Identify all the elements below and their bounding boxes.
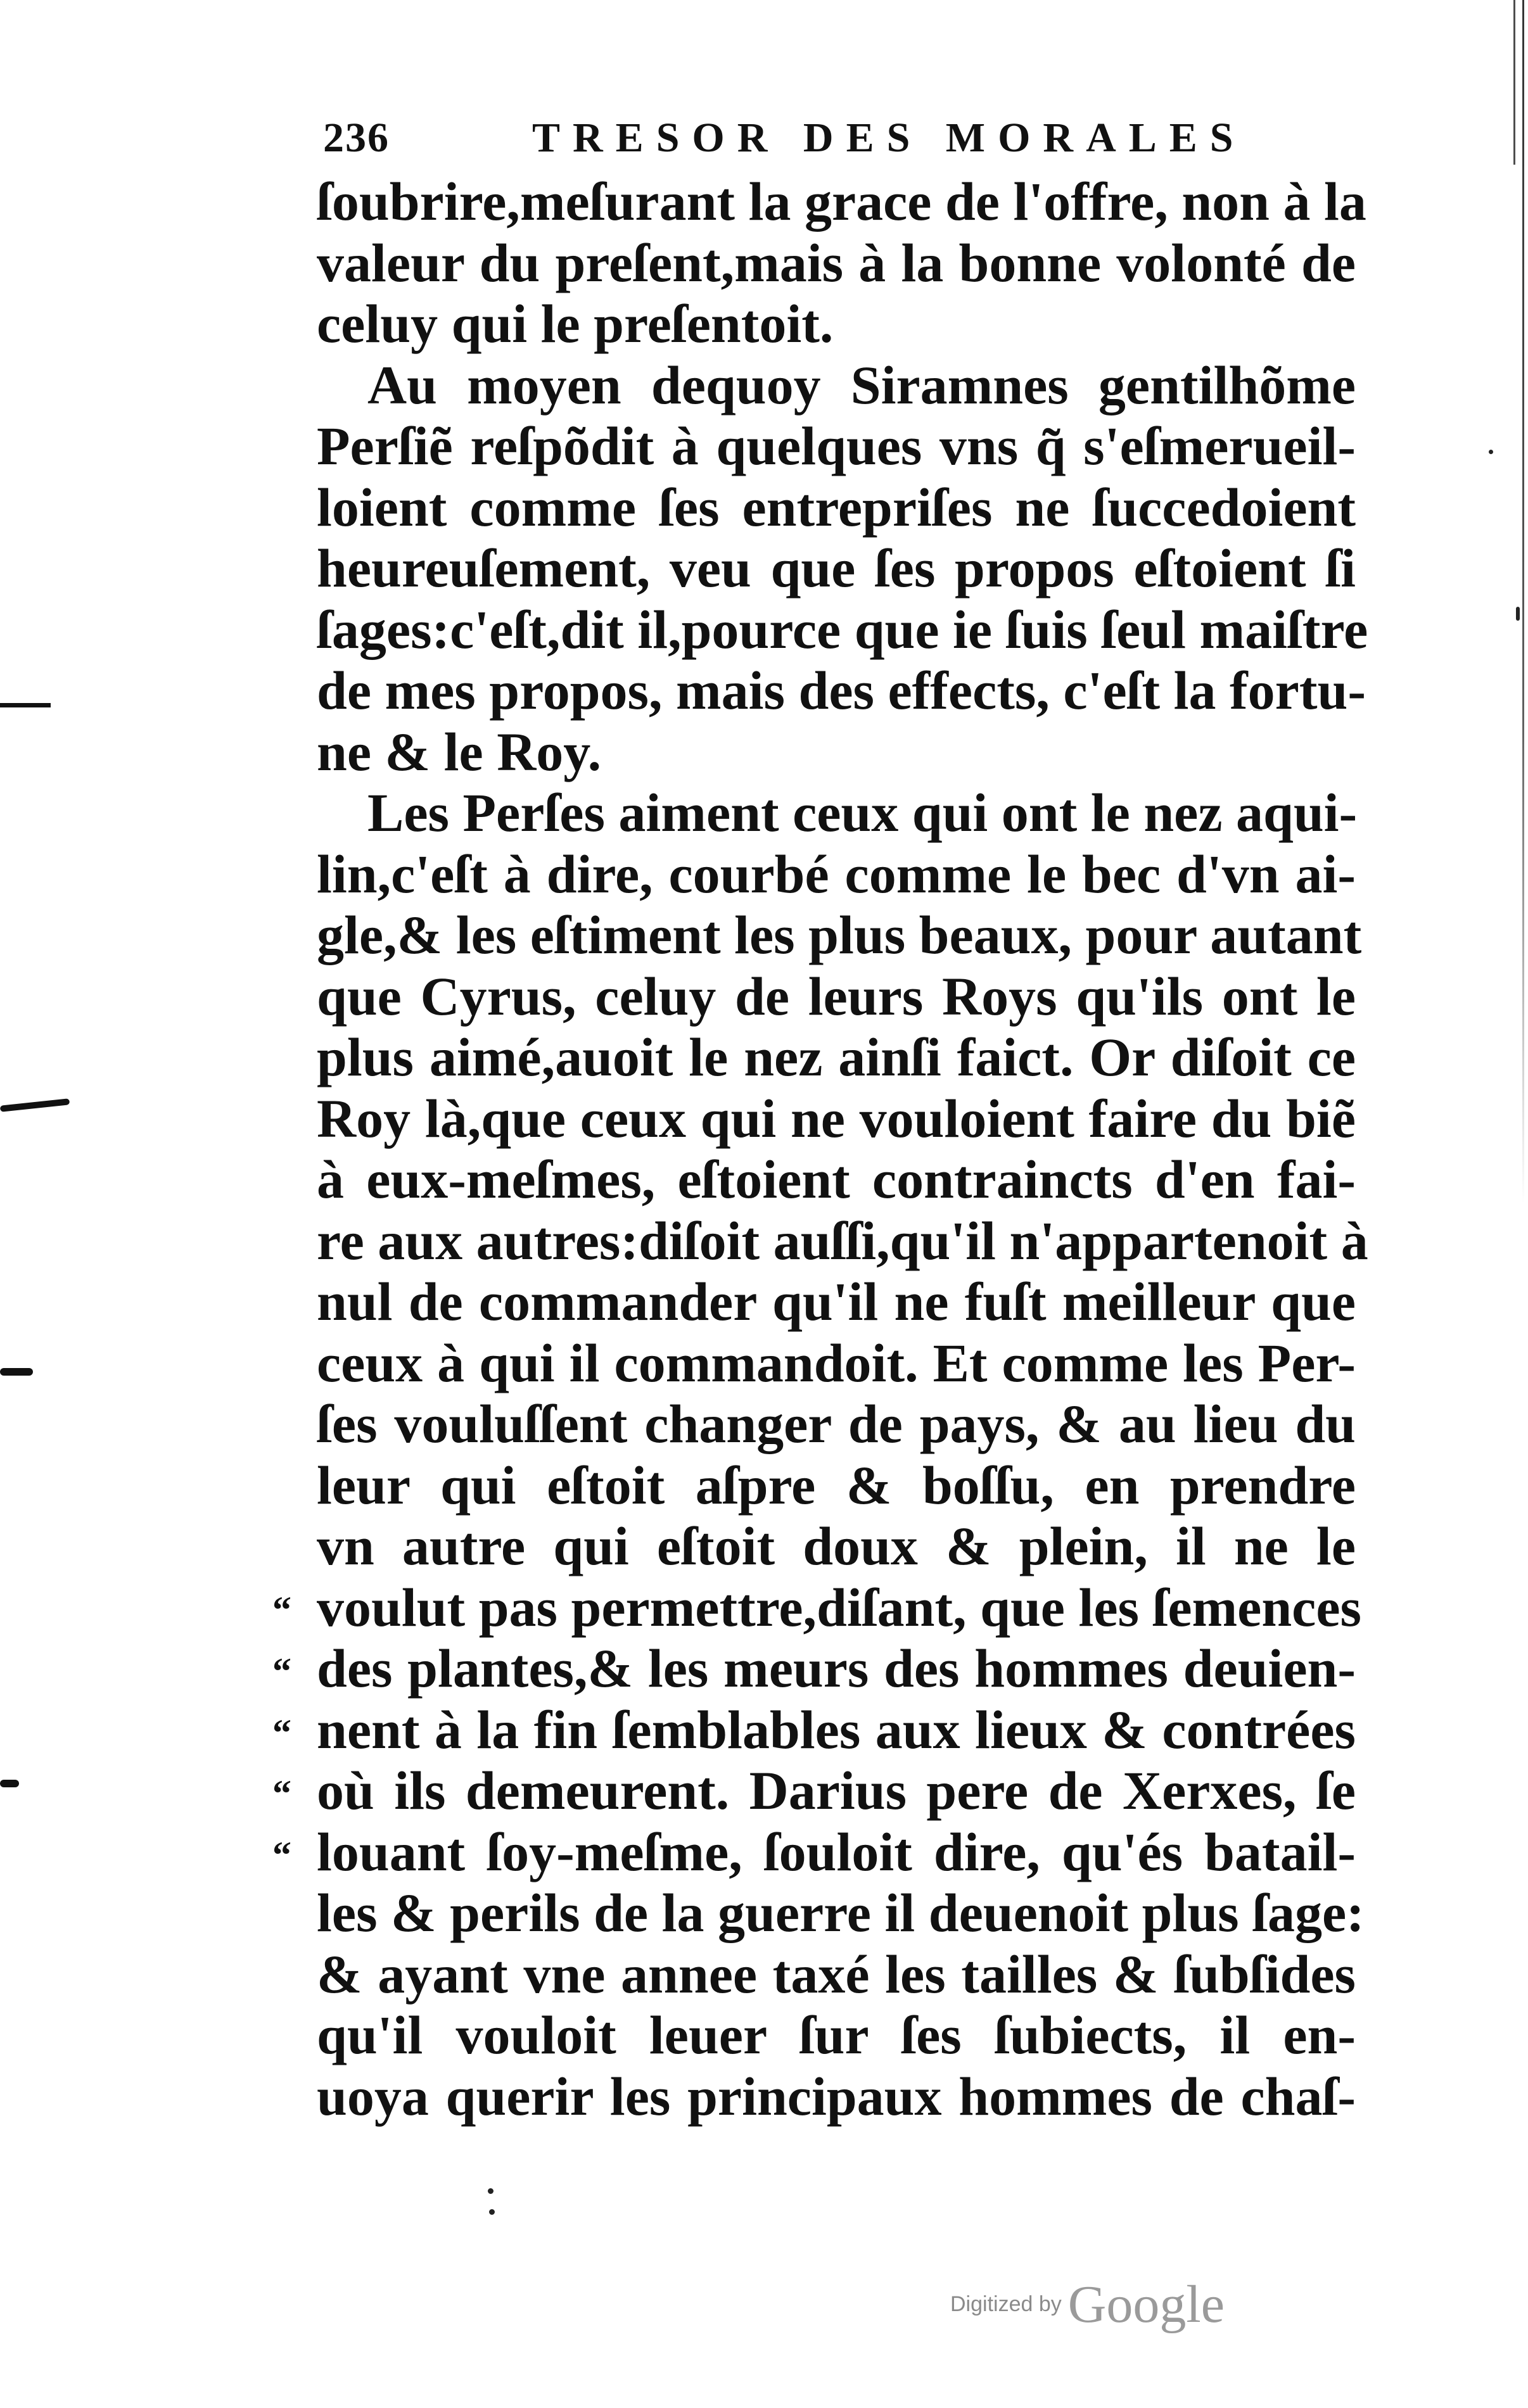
text-line: ſoubrire,meſurant la grace de l'offre, non à la xyxy=(317,171,1366,232)
margin-dash-mark xyxy=(0,703,51,707)
text-line: nent à la fin ſemblables aux lieux & contrées xyxy=(317,1699,1356,1760)
text-line: Perſiẽ reſpõdit à quelques vns q̃ s'eſmerueil- xyxy=(317,415,1356,476)
text-line: heureuſement, veu que ſes propos eſtoient ſi xyxy=(317,538,1356,599)
text-line: ceux à qui il commandoit. Et comme les Per- xyxy=(317,1332,1356,1393)
quotation-marginal-mark: “ xyxy=(272,1834,291,1876)
quotation-marginal-mark: “ xyxy=(272,1589,291,1631)
digitized-by-google-watermark xyxy=(950,2274,1280,2343)
text-line: ſages:c'eſt,dit il,pource que ie ſuis ſeul maiſtre xyxy=(317,599,1368,660)
text-line: où ils demeurent. Darius pere de Xerxes, ſe xyxy=(317,1760,1356,1821)
text-line: uoya querir les principaux hommes de chaſ- xyxy=(317,2065,1356,2127)
text-line: Roy là,que ceux qui ne vouloient faire du biẽ xyxy=(317,1087,1356,1149)
digitized-by-label: Digitized by xyxy=(950,2292,1062,2316)
text-line: qu'il vouloit leuer ſur ſes ſubiects, il en- xyxy=(317,2005,1356,2065)
text-line: plus aimé,auoit le nez ainſi faict. Or diſoit ce xyxy=(317,1027,1356,1087)
text-line: louant ſoy-meſme, ſouloit dire, qu'és batail- xyxy=(317,1821,1356,1882)
text-line: ne & le Roy. xyxy=(317,721,602,782)
quotation-marginal-mark: “ xyxy=(272,1712,291,1754)
text-line: re aux autres:diſoit auſſi,qu'il n'appartenoit à xyxy=(317,1210,1368,1271)
text-line: loient comme ſes entrepriſes ne ſuccedoient xyxy=(317,476,1356,538)
text-line: Les Perſes aiment ceux qui ont le nez aqui- xyxy=(367,782,1358,843)
running-title: TRESOR DES MORALES xyxy=(532,115,1246,161)
text-line: nul de commander qu'il ne fuſt meilleur que xyxy=(317,1271,1356,1332)
text-line: gle,& les eſtiment les plus beaux, pour autant xyxy=(317,904,1362,965)
google-logo: Google xyxy=(1067,2275,1225,2334)
text-line: de mes propos, mais des effects, c'eſt la fortu- xyxy=(317,660,1366,721)
text-line: des plantes,& les meurs des hommes deuien- xyxy=(317,1638,1356,1699)
page-edge-shadow-secondary xyxy=(1513,0,1515,165)
margin-dash-mark xyxy=(0,1368,33,1376)
text-line: les & perils de la guerre il deuenoit plus ſage: xyxy=(317,1882,1365,1943)
text-line: valeur du preſent,mais à la bonne volonté de xyxy=(317,232,1356,293)
text-line: leur qui eſtoit aſpre & boſſu, en prendre xyxy=(317,1454,1356,1516)
page-header xyxy=(323,114,1248,171)
quotation-marginal-mark: “ xyxy=(272,1651,291,1692)
text-line: Au moyen dequoy Siramnes gentilhõme xyxy=(367,354,1356,415)
page-edge-shadow xyxy=(1522,0,1524,1203)
text-line: à eux-meſmes, eſtoient contraincts d'en fai- xyxy=(317,1149,1356,1210)
text-line: vn autre qui eſtoit doux & plein, il ne le xyxy=(317,1516,1356,1576)
quotation-marginal-mark: “ xyxy=(272,1773,291,1815)
ink-speck xyxy=(1516,607,1520,621)
text-line: celuy qui le preſentoit. xyxy=(317,293,834,354)
body-text xyxy=(317,171,1368,2127)
ink-speck xyxy=(1489,450,1493,454)
ink-speck xyxy=(488,2188,493,2194)
text-line: & ayant vne annee taxé les tailles & ſubſides xyxy=(317,1943,1356,2005)
text-line: ſes vouluſſent changer de pays, & au lieu du xyxy=(317,1393,1356,1454)
margin-dash-mark xyxy=(0,1780,19,1787)
text-line: que Cyrus, celuy de leurs Roys qu'ils ont le xyxy=(317,965,1356,1027)
text-line: lin,c'eſt à dire, courbé comme le bec d'vn ai- xyxy=(317,843,1356,904)
ink-speck xyxy=(489,2209,495,2215)
text-line: voulut pas permettre,diſant, que les ſemences xyxy=(317,1576,1361,1638)
margin-dash-mark xyxy=(0,1098,70,1112)
page-number: 236 xyxy=(323,115,390,161)
